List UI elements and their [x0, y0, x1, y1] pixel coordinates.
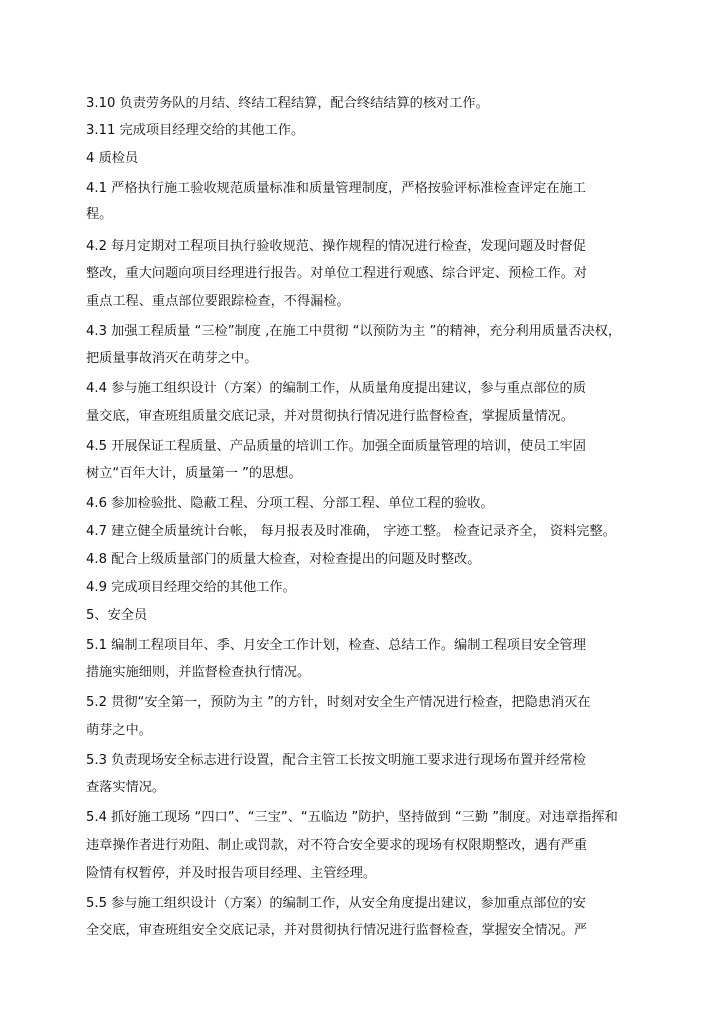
text-line: 量交底，审查班组质量交底记录，并对贯彻执行情况进行监督检查，掌握质量情况。 [86, 409, 574, 424]
text-line: 整改，重大问题向项目经理进行报告。对单位工程进行观感、综合评定、预检工作。对 [86, 266, 588, 281]
text-line: 全交底，审查班组安全交底记录，并对贯彻执行情况进行监督检查，掌握安全情况。严 [86, 923, 588, 938]
text-line: 4.2 每月定期对工程项目执行验收规范、操作规程的情况进行检查，发现问题及时督促 [86, 239, 586, 254]
text-line: 程。 [86, 207, 113, 222]
section-heading: 4 质检员 [86, 151, 139, 166]
text-line: 4.8 配合上级质量部门的质量大检查，对检查提出的问题及时整改。 [86, 552, 481, 567]
text-line: 5.3 负责现场安全标志进行设置，配合主管工长按文明施工要求进行现场布置并经常检 [86, 753, 586, 768]
text-line: 萌芽之中。 [86, 723, 152, 738]
text-line: 险情有权暂停，并及时报告项目经理、主管经理。 [86, 866, 377, 881]
text-line: 把质量事故消灭在萌芽之中。 [86, 351, 258, 366]
text-line: 5.5 参与施工组织设计（方案）的编制工作，从安全角度提出建议，参加重点部位的安 [86, 896, 586, 911]
text-line: 3.11 完成项目经理交给的其他工作。 [86, 123, 305, 138]
text-line: 5.4 抓好施工现场 “四口”、“三宝”、“五临边 ”防护，坚持做到 “三勤 ”制度。对违章指挥和 [86, 810, 618, 825]
text-line: 3.10 负责劳务队的月结、终结工程结算，配合终结结算的核对工作。 [86, 96, 489, 111]
text-line: 5.2 贯彻“安全第一，预防为主 ”的方针，时刻对安全生产情况进行检查，把隐患消灭在 [86, 695, 591, 710]
text-line: 4.7 建立健全质量统计台帐， 每月报表及时准确， 字迹工整。 检查记录齐全， 资料完整。 [86, 524, 616, 539]
text-line: 4.9 完成项目经理交给的其他工作。 [86, 580, 296, 595]
text-line: 树立“百年大计，质量第一 ”的思想。 [86, 466, 302, 481]
text-line: 违章操作者进行劝阻、制止或罚款，对不符合安全要求的现场有权限期整改，遇有严重 [86, 838, 588, 853]
text-line: 查落实情况。 [86, 780, 166, 795]
text-line: 4.6 参加检验批、隐蔽工程、分项工程、分部工程、单位工程的验收。 [86, 496, 494, 511]
text-line: 5.1 编制工程项目年、季、月安全工作计划，检查、总结工作。编制工程项目安全管理 [86, 638, 586, 653]
text-line: 4.3 加强工程质量 “三检”制度 ,在施工中贯彻 “以预防为主 ”的精神，充分利用质量否决权， [86, 324, 622, 339]
text-line: 措施实施细则，并监督检查执行情况。 [86, 665, 311, 680]
section-heading: 5、安全员 [86, 608, 148, 623]
text-line: 4.1 严格执行施工验收规范质量标准和质量管理制度，严格按验评标准检查评定在施工 [86, 181, 586, 196]
text-line: 4.5 开展保证工程质量、产品质量的培训工作。加强全面质量管理的培训，使员工牢固 [86, 439, 586, 454]
text-line: 4.4 参与施工组织设计（方案）的编制工作，从质量角度提出建议，参与重点部位的质 [86, 381, 586, 396]
text-line: 重点工程、重点部位要跟踪检查，不得漏检。 [86, 294, 350, 309]
